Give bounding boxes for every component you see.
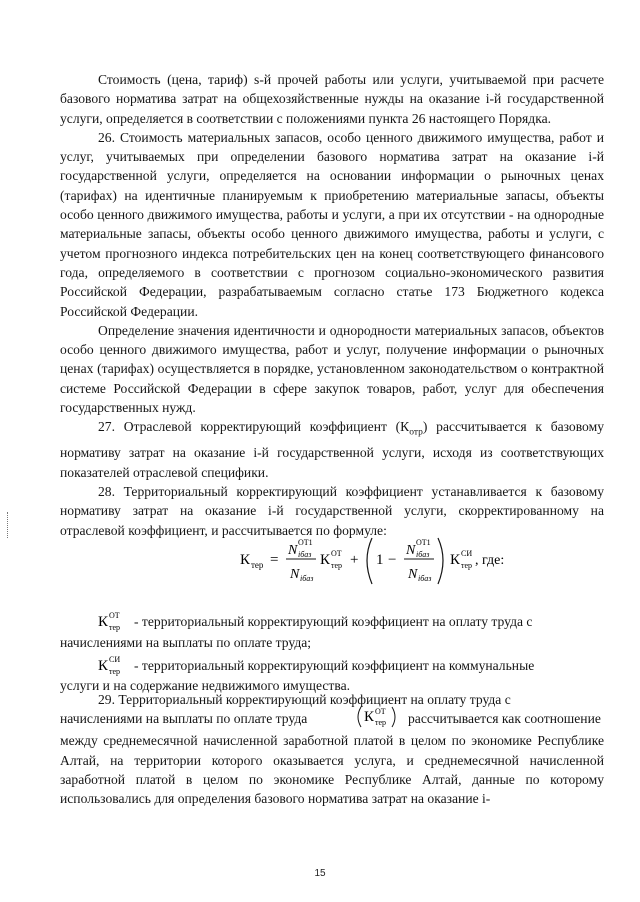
svg-text:ОТ: ОТ	[109, 611, 120, 620]
svg-text:тер: тер	[375, 718, 387, 728]
formula-k-ter	[240, 532, 560, 588]
paragraph-29-line2: начислениями на выплаты по оплате труда К ОТ тер рассчитывается как соотношение	[60, 707, 601, 728]
formula-n-den-1-sub: iбаз	[300, 574, 314, 583]
margin-mark	[7, 512, 10, 538]
paragraph-26: 26. Стоимость материальных запасов, особо ценного движимого имущества, работ и услуг, учитываемых при определении базового норматива затрат на оказание i-й государственной услуги, определяется на основании информации о рыночных ценах (тарифах) на идентичные планируемым к приобретению материальные запасы, объекты особо ценного движимого имущества, работы и услуги, а при их отсутствии - на однородные материальные запасы, объекты особо ценного движимого имущества, работы и услуги, с учетом прогнозного индекса потребительских цен на конец соответствующего финансового года, определяемого в соответствии с прогнозом социально-экономического развития Российской Федерации, разрабатываемым согласно статье 173 Бюджетного кодекса Российской Федерации.	[60, 129, 604, 319]
formula-k-si-sup: СИ	[461, 549, 473, 558]
page-number: 15	[314, 868, 326, 879]
svg-text:тер: тер	[109, 623, 121, 632]
definition-2-continuation: услуги и на содержание недвижимого имущества.	[60, 678, 351, 693]
formula-n-num-1: N	[288, 543, 298, 558]
formula-k-ot: К	[320, 552, 331, 568]
formula-lhs-sub: тер	[251, 560, 264, 570]
paragraph-29-inline-symbol	[356, 705, 402, 729]
svg-text:К: К	[98, 614, 109, 630]
formula-k-ot-sup: ОТ	[331, 549, 342, 558]
document-page: Стоимость (цена, тариф) s-й прочей работы или услуги, учитываемой при расчете базового норматива затрат на общехозяйственные нужды на оказание i-й государственной услуги, определяется в соответствии с положениями пункта 26 настоящего Порядка. 26. Стоимость материальных запасов, особо ценного движимого имущества, работ и услуг, учитываемых при определении базового норматива затрат на оказание i-й государственной услуги, определяется на основании информации о рыночных ценах (тарифах) на идентичные планируемым к приобретению материальные запасы, объекты особо ценного движимого имущества, работы и услуги, а при их отсутствии - на однородные материальные запасы, объекты особо ценного движимого имущества, работы и услуги, с учетом прогнозного индекса потребительских цен на конец соответствующего финансового года, определяемого в соответствии с прогнозом социально-экономического развития Российской Федерации, разрабатываемым согласно статье 173 Бюджетного кодекса Российской Федерации. Определение значения идентичности и однородности материальных запасов, объектов особо ценного движимого имущества, работ и услуг, получение информации о рыночных ценах (тарифах) осуществляется в порядке, установленном законодательством о контрактной системе Российской Федерации в сфере закупок товаров, работ, услуг для обеспечения государственных нужд. 27. Отраслевой корректирующий коэффициент $(К_{отр})$ рассчитывается к базовому нормативу затрат на оказание i-й государственной услуги, исходя из соответствующих показателей отраслевой специфики. 28. Территориальный корректирующий коэффициент устанавливается к базовому нормативу затрат на оказание i-й государственной услуги, скорректированному на отраслевой коэффициент, и рассчитывается по формуле: К тер = N ОТ1 iбаз N iбаз К ОТ тер + 1 − N ОТ1 iбаз N iбаз К СИ тер , где: К ОТ тер - территориальный корректирующий коэффициент на оплату труда с начислениями на выплаты по оплате труда; К СИ тер - территориальный корректирующий коэффициент на коммунальные услуги и на содержание недвижимого имущества. 29. Территориальный корректирующий коэффициент на оплату труда с начислениями на выплаты по оплате труда К ОТ тер рассчитывается как соотношение между среднемесячной начисленной заработной платой в целом по экономике Республике Алтай, на территории которого оказывается услуга, и среднемесячной начисленной заработной платой в целом по экономике Республике Алтай, данные по которому использовались для определения базового норматива затрат на оказание i- 15	[0, 0, 640, 902]
paragraph-cost-other-works: Стоимость (цена, тариф) s-й прочей работы или услуги, учитываемой при расчете базового норматива затрат на общехозяйственные нужды на оказание i-й государственной услуги, определяется в соответствии с положениями пункта 26 настоящего Порядка.	[60, 72, 604, 126]
svg-text:тер: тер	[109, 667, 121, 676]
svg-text:СИ: СИ	[109, 655, 121, 664]
formula-n-num-2: N	[406, 543, 416, 558]
svg-text:К: К	[98, 658, 109, 674]
formula-n-den-1: N	[290, 567, 300, 582]
formula-one: 1	[376, 552, 384, 568]
formula-lhs: К	[240, 552, 251, 568]
svg-text:=: =	[270, 552, 279, 568]
formula-n-num-1-sup: ОТ1	[298, 538, 313, 547]
svg-text:+: +	[350, 552, 359, 568]
svg-text:ОТ: ОТ	[375, 707, 386, 717]
paragraph-identity: Определение значения идентичности и однородности материальных запасов, объектов особо ценного движимого имущества, работ и услуг, получение информации о рыночных ценах (тарифах) осуществляется в порядке, установленном законодательством о контрактной системе Российской Федерации в сфере закупок товаров, работ, услуг для обеспечения государственных нужд.	[60, 322, 604, 416]
paragraph-27: 27. Отраслевой корректирующий коэффициент $(К_{отр})$ рассчитывается к базовому нормативу затрат на оказание i-й государственной услуги, исходя из соответствующих показателей отраслевой специфики.	[60, 419, 604, 480]
formula-n-den-2: N	[408, 567, 418, 582]
svg-text:−: −	[388, 552, 397, 568]
svg-text:К: К	[364, 709, 375, 726]
formula-n-num-2-sub: iбаз	[416, 550, 430, 559]
formula-n-num-2-sup: ОТ1	[416, 538, 431, 547]
paragraph-28: 28. Территориальный корректирующий коэффициент устанавливается к базовому нормативу затрат на оказание i-й государственной услуги, скорректированному на отраслевой коэффициент, и рассчитывается по формуле:	[60, 483, 604, 538]
formula-n-den-2-sub: iбаз	[418, 574, 432, 583]
formula-k-si-sub: тер	[461, 561, 473, 570]
body-text	[60, 70, 604, 540]
definition-1-continuation: начислениями на выплаты по оплате труда;	[60, 635, 312, 650]
formula-n-num-1-sub: iбаз	[298, 550, 312, 559]
formula-tail: , где:	[475, 553, 505, 568]
formula-k-si: К	[450, 552, 461, 568]
formula-k-ot-sub: тер	[331, 561, 343, 570]
paragraph-29: 29. Территориальный корректирующий коэффициент на оплату труда с начислениями на выплаты по оплате труда К ОТ тер рассчитывается как соотношение между среднемесячной начисленной заработной платой в целом по экономике Республике Алтай, на территории которого оказывается услуга, и среднемесячной начисленной заработной платой в целом по экономике Республике Алтай, данные по которому использовались для определения базового норматива затрат на оказание i-	[60, 692, 604, 807]
